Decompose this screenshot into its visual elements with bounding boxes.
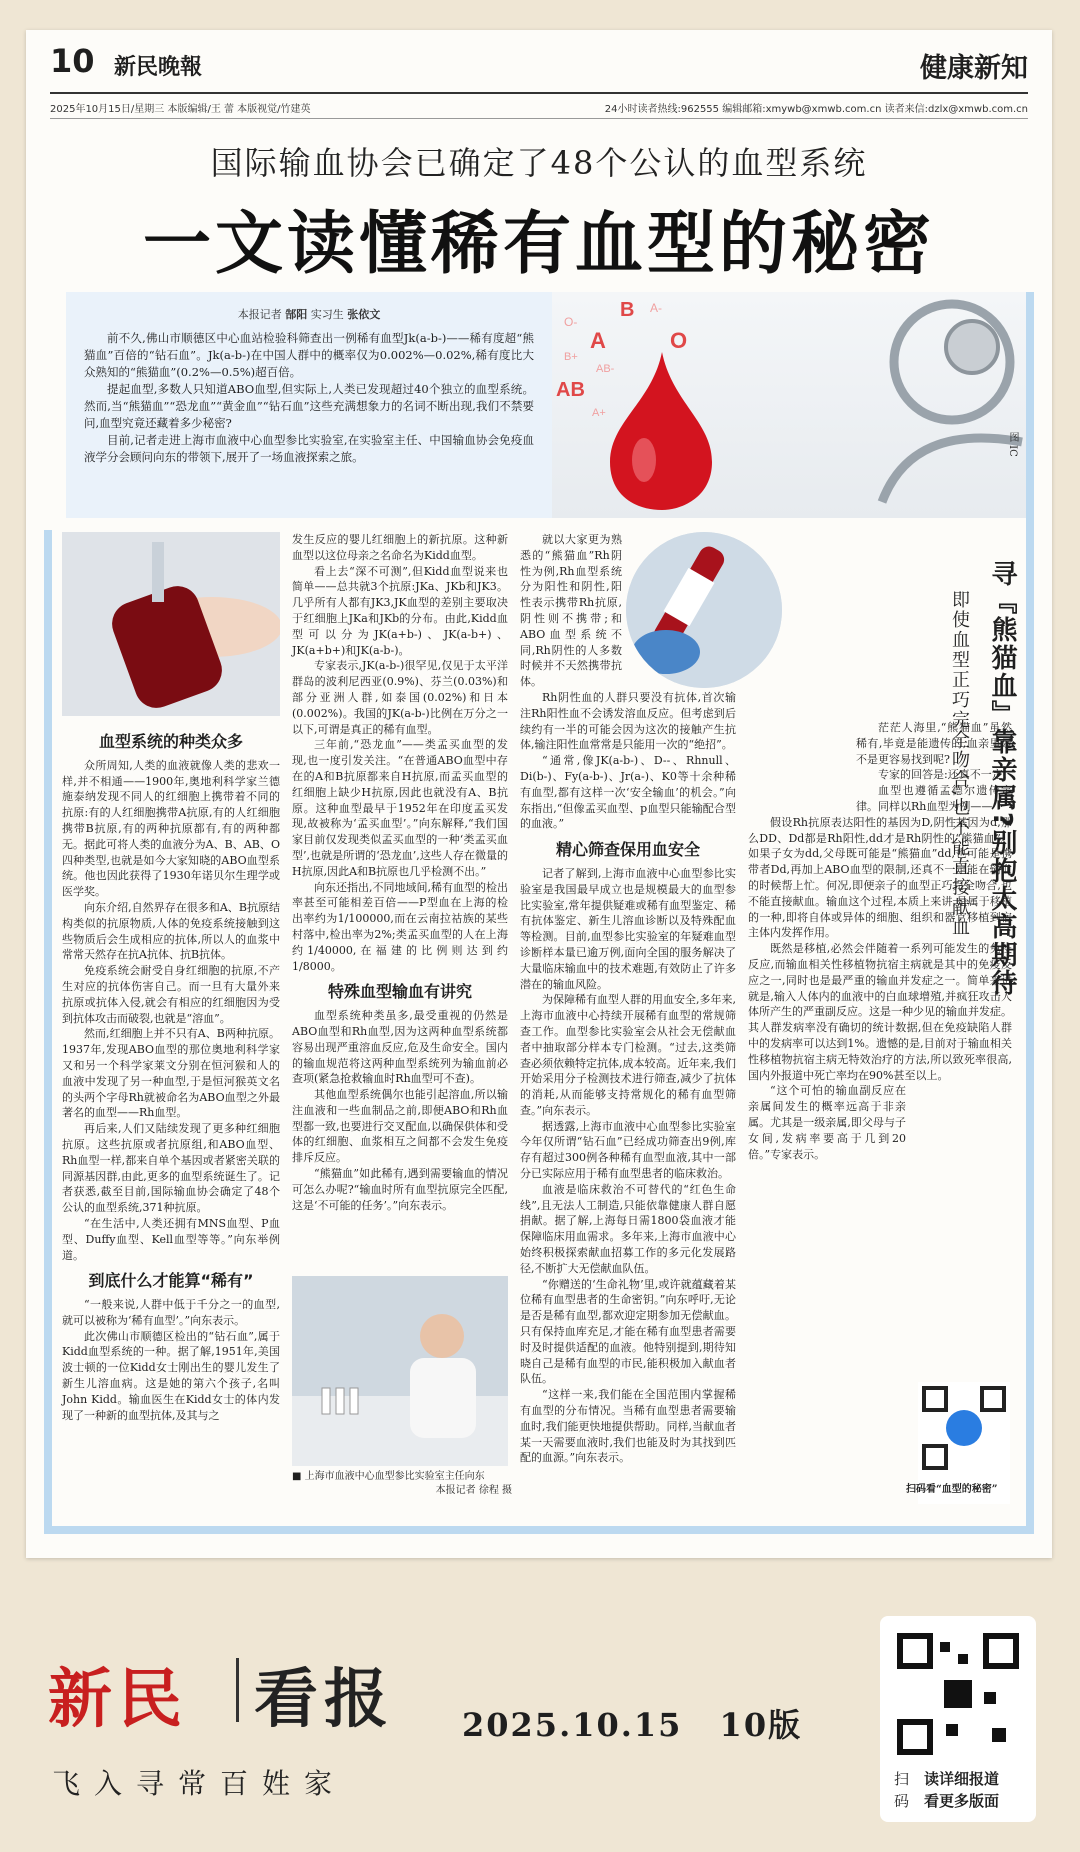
footer-qr-line: 读详细报道	[924, 1770, 1000, 1788]
article-headline: 一文读懂稀有血型的秘密	[142, 205, 935, 284]
body-paragraph: 再后来,人们又陆续发现了更多种红细胞抗原。这些抗原或者抗原组,和ABO血型、Rh血型一样,都来自单个基因或者紧密关联的同源基因群,由此,更多的血型系统诞生了。记者获悉,截至目前,国际输血协会确定了48个公认的血型系统,371种抗原。	[62, 1122, 280, 1215]
footer-date-value: 2025.10.15	[462, 1706, 683, 1744]
footer-qr-desc	[924, 1768, 999, 1812]
art-label-a-neg: A-	[650, 301, 662, 315]
body-paragraph: 血型也遵循孟德尔遗传定律。同样以Rh血型为例——	[856, 784, 1012, 813]
article-column-3	[520, 532, 736, 1466]
qr-module	[944, 1680, 972, 1708]
test-tube-icon	[350, 1388, 358, 1414]
body-paragraph: “在生活中,人类还拥有MNS血型、P血型、Duffy血型、Kell血型等等。”向东举例道。	[62, 1216, 280, 1262]
art-label-ab-neg: AB-	[596, 363, 615, 375]
column-3-wrap-text	[520, 532, 622, 690]
newspaper-page	[26, 30, 1052, 1558]
blood-bag-svg	[62, 532, 280, 716]
body-paragraph: “熊猫血”如此稀有,遇到需要输血的情况可怎么办呢?“输血时所有血型抗原完全匹配,这是‘不可能的任务’。”向东表示。	[292, 1167, 508, 1212]
lab-coat	[410, 1358, 476, 1438]
body-paragraph: “一般来说,人群中低于千分之一的血型,就可以被称为‘稀有血型’。”向东表示。	[62, 1298, 280, 1327]
stethoscope-chestpiece	[946, 321, 998, 373]
body-paragraph: 发生反应的婴儿红细胞上的新抗原。这种新血型以这位母亲之名命名为Kidd血型。	[292, 533, 508, 562]
lead-box	[66, 292, 552, 518]
lead-paragraph: 前不久,佛山市顺德区中心血站检验科筛查出一例稀有血型Jk(a-b-)——稀有度超“熊猫血”百倍的“钻石血”。Jk(a-b-)在中国人群中的概率仅为0.002%—0.02%,稀有度比大众熟知的“熊猫血”(0.2%—0.5%)超百倍。	[84, 331, 534, 379]
body-paragraph: 据透露,上海市血液中心血型参比实验室今年仅所谓“钻石血”已经成功筛查出9例,库存有超过300例各种稀有血型血液,其中一部分已实际应用于稀有血型患者的临床救治。	[520, 1119, 736, 1181]
header-rule-thin	[50, 118, 1028, 119]
article-kicker: 国际输血协会已确定了48个公认的血型系统	[210, 144, 868, 182]
test-tube-icon	[336, 1388, 344, 1414]
body-paragraph: 既然是移植,必然会伴随着一系列可能发生的免疫反应,而输血相关性移植物抗宿主病就是其中的免疫反应之一,同时也是最严重的输血并发症之一。简单来讲就是,输入人体内的血液中的白血球增殖,并疯狂攻击人体所产生的严重副反应。这是一种少见的输血并发症。其人群发病率没有确切的统计数据,但在免疫缺陷人群中的发病率可以达到1%。遗憾的是,目前对于输血相关性移植物抗宿主病无特效治疗的方法,所以致死率很高,国内外报道中死亡率均在90%甚至以上。	[748, 942, 1012, 1082]
contact-line: 24小时读者热线:962555 编辑邮箱:xmywb@xmwb.com.cn 读者来信:dzlx@xmwb.com.cn	[604, 104, 1028, 115]
body-paragraph: 假设Rh抗原表达阳性的基因为D,阴性基因为d,那么DD、Dd都是Rh阳性,dd才是Rh阴性的“熊猫血”。如果子女为dd,父母既可能是“熊猫血”dd,也可能是携带者Dd,再加上ABO血型的限制,还真不一定能在输血的时候帮上忙。何况,即便亲子的血型正巧完全吻合,也不能直接献血。输血这个过程,本质上来讲,是属于移植的一种,即将自体或异体的细胞、组织和器官移植到宿主体内发挥作用。	[748, 815, 1012, 940]
qr-icon	[918, 1382, 1010, 1474]
footer-date	[462, 1700, 802, 1746]
body-paragraph: “你赠送的‘生命礼物’里,或许就蕴藏着某位稀有血型患者的生命密钥。”向东呼吁,无论是否是稀有血型,都欢迎定期参加无偿献血。只有保持血库充足,才能在稀有血型患者需要时及时提供适配的血液。他特别提到,期待知晓自己是稀有血型的市民,能积极加入献血者队伍。	[520, 1277, 736, 1386]
subhead-blood-systems: 血型系统的种类众多	[98, 732, 243, 751]
photo-credit: 本报记者 徐程 摄	[435, 1485, 512, 1496]
lead-text	[84, 330, 534, 466]
art-label-a: A	[590, 328, 606, 353]
body-paragraph: Rh阴性血的人群只要没有抗体,首次输注Rh阳性血不会诱发溶血反应。但考虑到后续约有一半的可能会因为这次的接触产生抗体,输注阳性血常常是只能用一次的“绝招”。	[520, 690, 736, 752]
body-paragraph: 此次佛山市顺德区检出的“钻石血”,属于Kidd血型系统的一种。据了解,1951年,美国波士顿的一位Kidd女士刚出生的婴儿发生了新生儿溶血病。这是她的第六个孩子,名叫John Kidd。输血医生在Kidd女士的体内发现了一种新的血型抗体,及其与之	[62, 1329, 280, 1422]
body-paragraph: 看上去“深不可测”,但Kidd血型说来也简单——总共就3个抗原:JKa、JKb和JK3。几乎所有人都有JK3,JK血型的差别主要取决于红细胞上JKa和JKb的分布。由此,Kidd血型可以分为JK(a+b-)、JK(a-b+)、JK(a+b+)和JK(a-b-)。	[292, 564, 508, 657]
body-paragraph: 众所周知,人类的血液就像人类的悲欢一样,并不相通——1900年,奥地利科学家兰德施泰纳发现不同人的红细胞上携带着不同的抗原:有的人红细胞携带A抗原,有的人红细胞携带B抗原,有的两种抗原都有,有的两种都无。据此可将人类的血液分为A、B、AB、O四种类型,也就是如今大家知晓的ABO血型系统。他也因此获得了1930年诺贝尔生理学或医学奖。	[62, 758, 280, 899]
qr-module	[940, 1642, 950, 1652]
body-paragraph: 向东还指出,不同地域间,稀有血型的检出率甚至可能相差百倍——P型血在上海的检出率约为1/100000,而在云南拉祜族的某些村落中,检出率为2%;类孟买血型的人在上海约1/40000,在福建的比例则达到约1/8000。	[292, 880, 508, 973]
lead-paragraph: 提起血型,多数人只知道ABO血型,但实际上,人类已发现超过40个独立的血型系统。然而,当“熊猫血”“恐龙血”“黄金血”“钻石血”这些充满想象力的名词不断出现,我们不禁要问,血型究竟还藏着多少秘密?	[84, 382, 534, 430]
body-paragraph: 茫茫人海里,“熊猫血”虽然稀有,毕竟是能遗传的,血亲里是不是更容易找到呢?	[856, 721, 1012, 766]
art-label-ab: AB	[556, 379, 585, 401]
lead-paragraph: 目前,记者走进上海市血液中心血型参比实验室,在实验室主任、中国输血协会免疫血液学分会顾问向东的带领下,展开了一场血液探索之旅。	[84, 433, 534, 464]
footer-slogan: 飞入寻常百姓家	[52, 1767, 347, 1800]
subhead-screening: 精心筛查保用血安全	[555, 840, 700, 860]
body-paragraph: 三年前,“恐龙血”——类孟买血型的发现,也一度引发关注。“在普通ABO血型中存在的A和B抗原都来自H抗原,而孟买血型的红细胞上缺少H抗原,因此也就没有A、B抗原。这种血型最早于1952年在印度孟买发现,故被称为‘孟买血型’。”向东解释,“我们国家目前仅发现类似孟买血型的一种‘类孟买血型’,也就是所谓的‘恐龙血’,这些人存在微量的H抗原,因此A和B抗原也几乎检测不出。”	[292, 738, 508, 878]
page-number: 10	[50, 42, 95, 80]
person-head	[420, 1314, 464, 1358]
body-paragraph: 免疫系统会耐受自身红细胞的抗原,不产生对应的抗体伤害自己。而一旦有大量外来抗原或抗体入侵,就会有相应的红细胞因为受到抗体攻击而破裂,也就是“溶血”。	[62, 964, 280, 1025]
header-rule	[50, 92, 1028, 94]
body-paragraph: “这个可怕的输血副反应在亲属间发生的概率远高于非亲属。尤其是一级亲属,即父母与子女间,发病率要高于几到20倍。”专家表示。	[748, 1084, 906, 1161]
page-header	[50, 42, 1028, 122]
lab-director-photo	[292, 1276, 508, 1466]
paper-name: 新民晚報	[114, 54, 203, 80]
footer-edition: 10版	[719, 1706, 803, 1744]
body-paragraph: 其他血型系统偶尔也能引起溶血,所以输注血液和一些血制品之前,即便ABO和Rh血型都一致,也要进行交叉配血,以确保供体和受体的红细胞、血浆相互之间都不会发生免疫排斥反应。	[292, 1088, 508, 1165]
test-tube-icon	[322, 1388, 330, 1414]
footer-qr-line: 看更多版面	[924, 1792, 1000, 1810]
qr-module	[958, 1654, 968, 1664]
section-name: 健康新知	[920, 53, 1028, 84]
qr-module	[992, 1728, 1006, 1742]
blood-drop-highlight	[632, 438, 656, 482]
footer-qr-card[interactable]	[880, 1616, 1036, 1822]
body-paragraph: 血型系统种类虽多,最受重视的仍然是ABO血型和Rh血型,因为这两种血型系统都容易出现严重溶血反应,危及生命安全。国内的输血规范将这两种血型系统列为输血前必查项(紧急抢救输血时Rh血型可不查)。	[292, 1009, 508, 1086]
art-credit: 图 IC	[1007, 432, 1018, 457]
sidebar-top-text	[748, 720, 1012, 815]
article-column-1	[62, 724, 280, 1423]
reporter-name: 郜阳	[285, 308, 308, 321]
body-paragraph: 专家的回答是:还真不一定!	[878, 768, 1008, 782]
photo-caption	[292, 1470, 512, 1498]
body-paragraph: 专家表示,JK(a-b-)很罕见,仅见于太平洋群岛的波利尼西亚(0.9%)、芬兰(0.03%)和部分亚洲人群,如泰国(0.02%)和日本(0.002%)。我国的JK(a-b-)比例在万分之一以下,可谓是真正的稀有血型。	[292, 659, 508, 736]
subhead-what-is-rare: 到底什么才能算“稀有”	[88, 1271, 254, 1291]
art-label-o-neg: O-	[564, 315, 578, 329]
sidebar-subtitle: 即使血型正巧完全吻合,也不能直接献血	[949, 590, 970, 938]
art-label-a-pos: A+	[592, 407, 606, 419]
body-paragraph: 向东介绍,自然界存在很多和A、B抗原结构类似的抗原物质,人体的免疫系统接触到这些物质后会生成相应的抗体,所以人的血浆中常常天然存在抗A抗体、抗B抗体。	[62, 900, 280, 962]
stethoscope-tube-lower	[882, 438, 1022, 502]
caption-text: ■ 上海市血液中心血型参比实验室主任向东	[292, 1471, 485, 1482]
article-column-2	[292, 532, 508, 1213]
art-label-b: B	[620, 299, 635, 321]
blood-bag-photo	[62, 532, 280, 716]
body-paragraph: “这样一来,我们能在全国范围内掌握稀有血型的分布情况。当稀有血型患者需要输血时,我们能更快地提供帮助。同样,当献血者某一天需要血液时,我们也能及时为其找到匹配的血源。”向东表示。	[520, 1388, 736, 1465]
sidebar-column	[748, 720, 1012, 1162]
footer-separator	[236, 1658, 239, 1722]
blood-drop-illustration	[552, 292, 1026, 518]
footer-qr-icon	[896, 1632, 1020, 1756]
iv-tube	[152, 542, 164, 602]
body-paragraph: 就以大家更为熟悉的“熊猫血”Rh阴性为例,Rh血型系统分为阳性和阴性,阳性表示携带Rh抗原,阴性则不携带;和ABO血型系统不同,Rh阴性的人多数时候并不天然携带抗体。	[520, 533, 622, 689]
body-paragraph: 记者了解到,上海市血液中心血型参比实验室是我国最早成立也是规模最大的血型参比实验室,常年提供疑难或稀有血型鉴定、稀有抗体鉴定、新生儿溶血诊断以及特殊配血等检测。目前,血型参比实验室的年疑难血型诊断样本量已逾万例,面向全国的服务解决了大量临床输血中的技术难题,有效防止了许多潜在的输血风险。	[520, 866, 736, 991]
lab-photo-svg	[292, 1276, 508, 1466]
body-paragraph: 为保障稀有血型人群的用血安全,多年来,上海市血液中心持续开展稀有血型的常规筛查工作。血型参比实验室会从社会无偿献血者中抽取部分样本专门检测。“过去,这类筛查必须依赖特定抗体,成本较高。近年来,我们开始采用分子检测技术进行筛查,减少了抗体的消耗,从而能够支持常规化的稀有血型筛查。”向东表示。	[520, 993, 736, 1117]
footer-read: 看报	[254, 1663, 394, 1737]
art-label-b-pos: B+	[564, 351, 578, 363]
body-paragraph: 血液是临床救治不可替代的“红色生命线”,且无法人工制造,只能依靠健康人群自愿捐献。据了解,上海每日需1800袋血液才能保障临床用血需求。多年来,上海市血液中心始终积极探索献血招募工作的多元化发展路径,不断扩大无偿献血队伍。	[520, 1182, 736, 1275]
date-line: 2025年10月15日/星期三 本版编辑/王 蕾 本版视觉/竹建英	[50, 104, 311, 115]
art-label-o: O	[670, 328, 688, 353]
intern-name: 张依文	[347, 308, 381, 321]
body-paragraph: “通常,像JK(a-b-)、D--、Rhnull、Di(b-)、Fy(a-b-)、Jr(a-)、K0等十余种稀有血型,都有这样一次‘安全输血’的机会。”向东指出,“但像孟买血型、p血型只能输配合型的血液。”	[520, 754, 736, 831]
qr-center-logo	[946, 1410, 982, 1446]
blood-drop-icon	[610, 352, 712, 510]
frame-left	[44, 530, 52, 1530]
body-paragraph: 然而,红细胞上并不只有A、B两种抗原。1937年,发现ABO血型的那位奥地利科学家又和另一个科学家莱文分别在恒河猴和人的血液中发现了另一种血型,于是恒河猴英文名的头两个字母Rh就被命名为ABO血型之外最著名的血型——Rh血型。	[62, 1027, 280, 1120]
illustration-svg	[552, 292, 1026, 518]
byline-prefix: 本报记者	[237, 308, 282, 321]
frame-bottom	[44, 1526, 1034, 1534]
subhead-special-transfusion: 特殊血型输血有讲究	[327, 982, 472, 1002]
frame-right	[1026, 292, 1034, 1534]
byline	[66, 306, 552, 322]
footer-qr-scan-label: 扫码	[894, 1770, 910, 1810]
footer-logo: 新民	[48, 1663, 188, 1737]
sidebar-title: 寻『熊猫血』靠亲属?别抱太高期待	[987, 560, 1017, 998]
byline-intern-label: 实习生	[310, 308, 344, 321]
qr-module	[946, 1724, 958, 1736]
qr-caption: 扫码看“血型的秘密”	[906, 1484, 998, 1495]
qr-module	[984, 1692, 996, 1704]
